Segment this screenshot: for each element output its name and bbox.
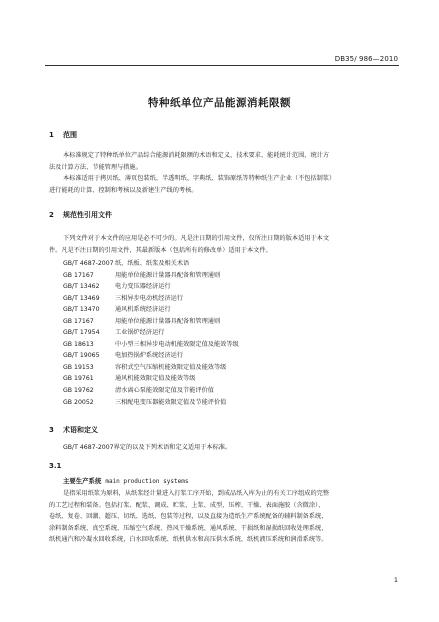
section-1-number: 1 xyxy=(49,131,54,139)
document-title: 特种纸单位产品能源消耗限额 xyxy=(148,97,291,109)
reference-item: GB 19762 清水离心泵能效限定值及节能评价值 xyxy=(63,387,214,395)
reference-item: GB 17167 用能单位能源计量器具配备和管理通则 xyxy=(63,271,221,279)
section-2-heading xyxy=(49,210,112,220)
section-3-title: 术语和定义 xyxy=(63,426,98,434)
section-3-number: 3 xyxy=(49,426,54,434)
reference-item: GB/T 19065 电加热锅炉系统经济运行 xyxy=(63,352,184,360)
section-1-heading xyxy=(49,130,77,140)
reference-item: GB 19153 容积式空气压缩机能效限定值及能效等级 xyxy=(63,363,227,371)
reference-item: GB/T 17954 工业锅炉经济运行 xyxy=(63,329,165,337)
term-heading xyxy=(63,476,188,485)
text-line: 件。凡是不注日期的引用文件，其最新版本（包括所有的修改单）适用于本文件。 xyxy=(49,246,272,254)
text-line: 涂料制备系统、真空系统、压缩空气系统、热风干燥系统、通风系统、干损纸和湿损纸回收处理系统、 xyxy=(49,524,328,532)
clause-3-1-number: 3.1 xyxy=(49,462,62,470)
reference-item: GB/T 4687-2007纸、纸板、纸浆及相关术语 xyxy=(63,260,190,267)
reference-item: GB/T 13470 通风机系统经济运行 xyxy=(63,306,171,314)
reference-item: GB/T 13469 三相异步电动机经济运行 xyxy=(63,294,184,302)
reference-item: GB 20052 三相配电变压器能效限定值及节能评价值 xyxy=(63,398,227,406)
text-line: 卷纸、复卷、回潮、超压、切纸、选纸、包装等过程，以及直接为造纸生产系统配备的辅料制备系统、 xyxy=(49,513,328,520)
term-definition xyxy=(49,488,399,546)
section-2-title: 规范性引用文件 xyxy=(63,211,112,219)
reference-list xyxy=(63,258,239,408)
reference-item: GB 19761 通风机能效限定值及能效等级 xyxy=(63,375,196,383)
reference-item: GB 18613 中小型三相异步电动机能效限定值及能效等级 xyxy=(63,340,239,348)
text-line: 进行能耗的计算、控制和考核以及新建生产线的考核。 xyxy=(49,186,198,194)
section-1-paragraph-2 xyxy=(49,173,399,196)
header-rule xyxy=(45,65,399,66)
section-2-intro xyxy=(49,233,399,256)
term-english: main production systems xyxy=(105,478,189,485)
text-line: 是指采用纸浆为原料，从纸浆经计量进入打浆工序开始，到成品纸入库为止的有关工序组成的完整 xyxy=(63,490,330,497)
text-line: 法及计算方法、节能管理与措施。 xyxy=(49,163,142,171)
section-3-heading xyxy=(49,425,98,435)
section-1-paragraph-1 xyxy=(49,150,399,173)
reference-item: GB/T 13462 电力变压器经济运行 xyxy=(63,283,171,291)
reference-item: GB 17167 用能单位能源计量器具配备和管理通则 xyxy=(63,317,221,325)
term-chinese: 主要生产系统 xyxy=(63,477,102,485)
section-3-intro: GB/T 4687-2007界定的以及下列术语和定义适用于本标准。 xyxy=(63,444,232,451)
text-line: 下列文件对于本文件的应用是必不可少的。凡是注日期的引用文件，仅所注日期的版本适用于本文 xyxy=(63,235,330,242)
text-line: 纸机通汽和冷凝水回收系统，白水回收系统、纸机供水和高压供水系统、纸机液压系统和润滑系统等。 xyxy=(49,536,328,543)
text-line: 的工艺过程和装备。包括打浆、配浆、调成、贮浆、上浆、成型、压榨、干燥、表面施胶（含微涂）、 xyxy=(49,501,325,509)
text-line: 本标准规定了特种纸单位产品综合能源消耗限额的术语和定义、技术要求、能耗统计范围、统计方 xyxy=(63,152,330,159)
section-2-number: 2 xyxy=(49,211,54,219)
section-1-title: 范围 xyxy=(63,131,77,139)
text-line: 本标准适用于拷贝纸、薄页包装纸、半透明纸、字典纸、装饰原纸等特种纸生产企业（不包括制浆） xyxy=(63,175,336,182)
standard-code: DB35/ 986—2010 xyxy=(334,55,398,63)
page-number: 1 xyxy=(393,576,398,584)
